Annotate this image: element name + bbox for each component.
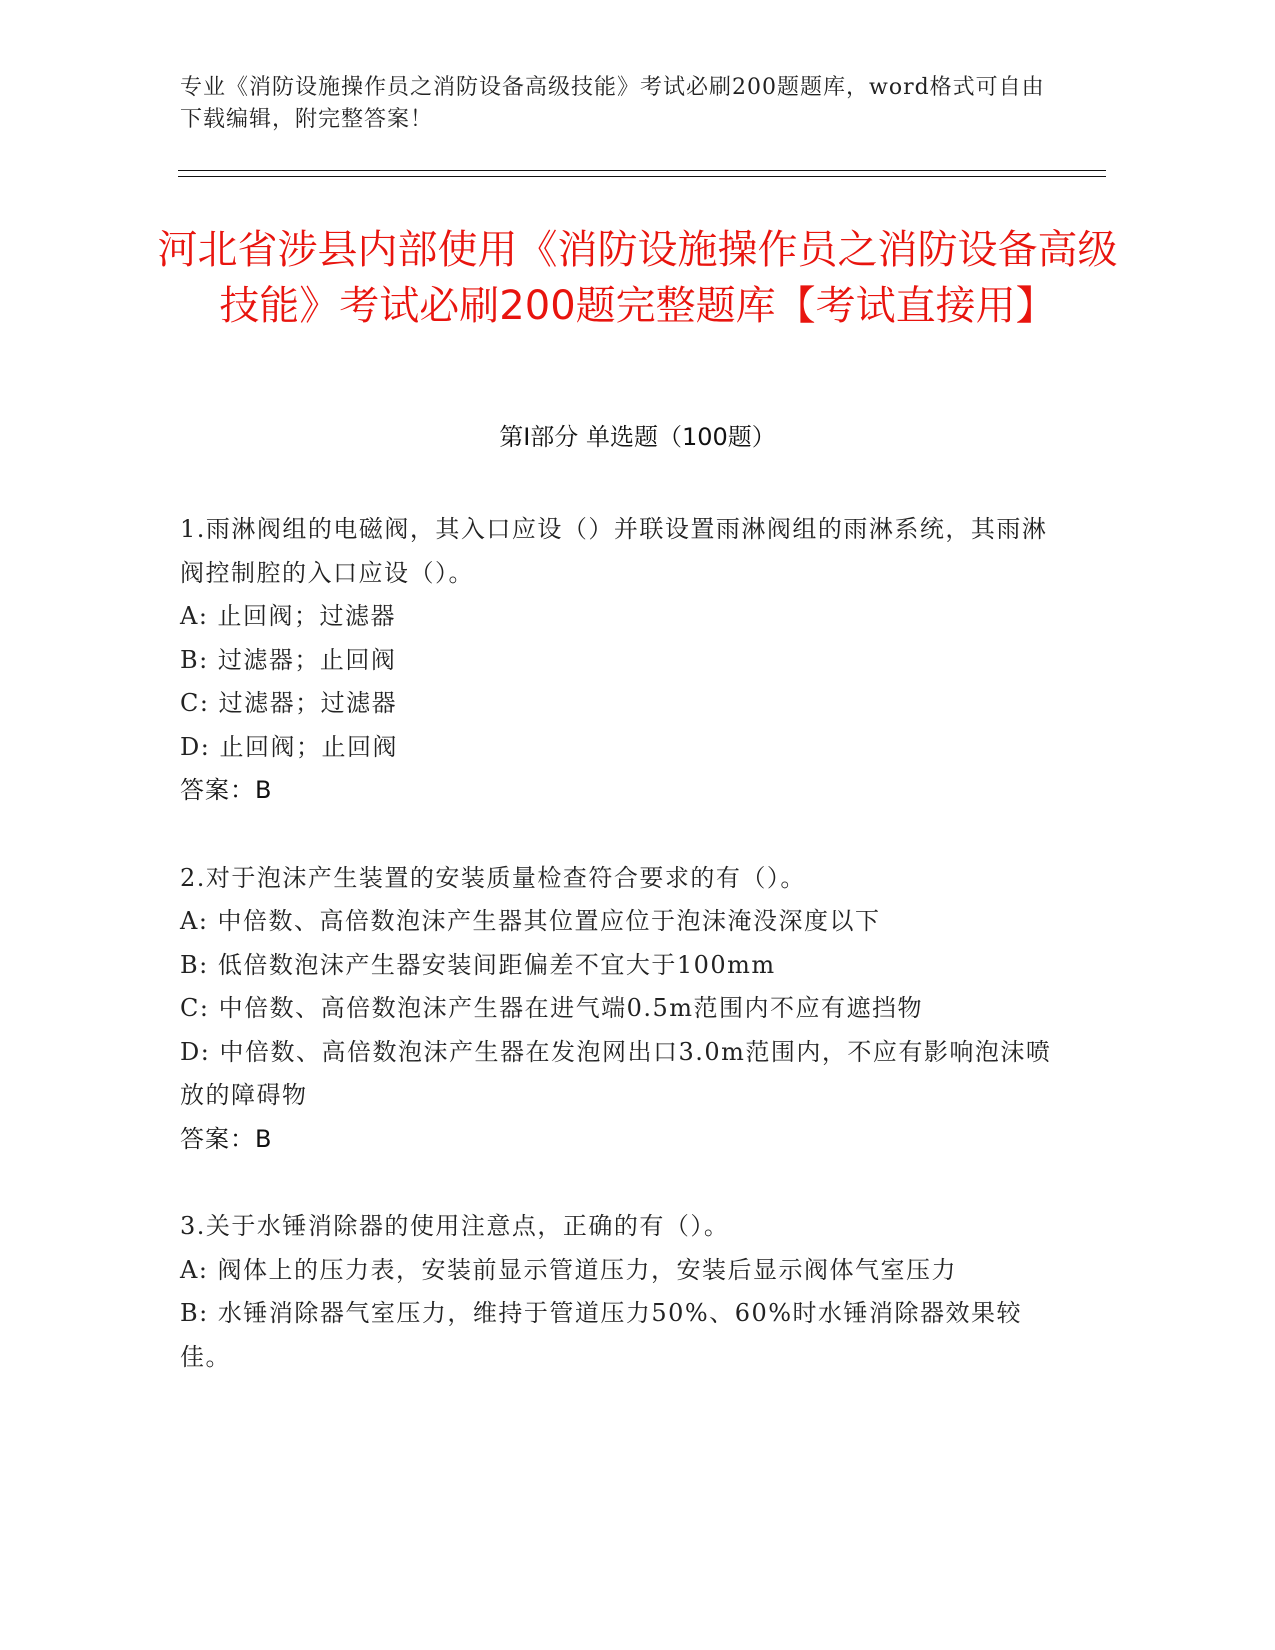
option-d: D: 中倍数、高倍数泡沫产生器在发泡网出口3.0m范围内，不应有影响泡沫喷放的障碍物 (180, 1037, 1052, 1109)
option-d: D: 止回阀；止回阀 (180, 732, 398, 761)
question-stem: 3.关于水锤消除器的使用注意点，正确的有（）。 (180, 1212, 730, 1240)
question-2 (180, 857, 1060, 1162)
answer-label: 答案：B (180, 1124, 273, 1153)
question-stem: 1.雨淋阀组的电磁阀，其入口应设（）并联设置雨淋阀组的雨淋系统，其雨淋阀控制腔的入口应设（）。 (180, 515, 1048, 587)
header-rule-top (178, 170, 1106, 171)
option-a: A: 阀体上的压力表，安装前显示管道压力，安装后显示阀体气室压力 (180, 1255, 958, 1284)
option-a: A: 中倍数、高倍数泡沫产生器其位置应位于泡沫淹没深度以下 (180, 907, 881, 935)
header-note: 专业《消防设施操作员之消防设备高级技能》考试必刷200题题库，word格式可自由下载编辑，附完整答案！ (180, 75, 1045, 132)
section-title: 第I部分 单选题（100题） (499, 423, 776, 451)
header-rule-bottom (178, 176, 1106, 177)
option-a: A: 止回阀；过滤器 (180, 602, 397, 630)
main-title: 河北省涉县内部使用《消防设施操作员之消防设备高级技能》考试必刷200题完整题库【考试直接用】 (157, 227, 1118, 329)
option-c: C: 中倍数、高倍数泡沫产生器在进气端0.5m范围内不应有遮挡物 (180, 994, 924, 1022)
question-stem: 2.对于泡沫产生装置的安装质量检查符合要求的有（）。 (180, 863, 806, 892)
option-b: B: 低倍数泡沫产生器安装间距偏差不宜大于100mm (180, 950, 776, 979)
option-b: B: 过滤器；止回阀 (180, 645, 397, 674)
answer-label: 答案：B (180, 776, 273, 804)
option-b: B: 水锤消除器气室压力，维持于管道压力50%、60%时水锤消除器效果较佳。 (180, 1299, 1023, 1371)
question-1 (180, 508, 1060, 813)
question-list (180, 508, 1060, 1423)
question-3 (180, 1205, 1060, 1379)
option-c: C: 过滤器；过滤器 (180, 689, 398, 717)
